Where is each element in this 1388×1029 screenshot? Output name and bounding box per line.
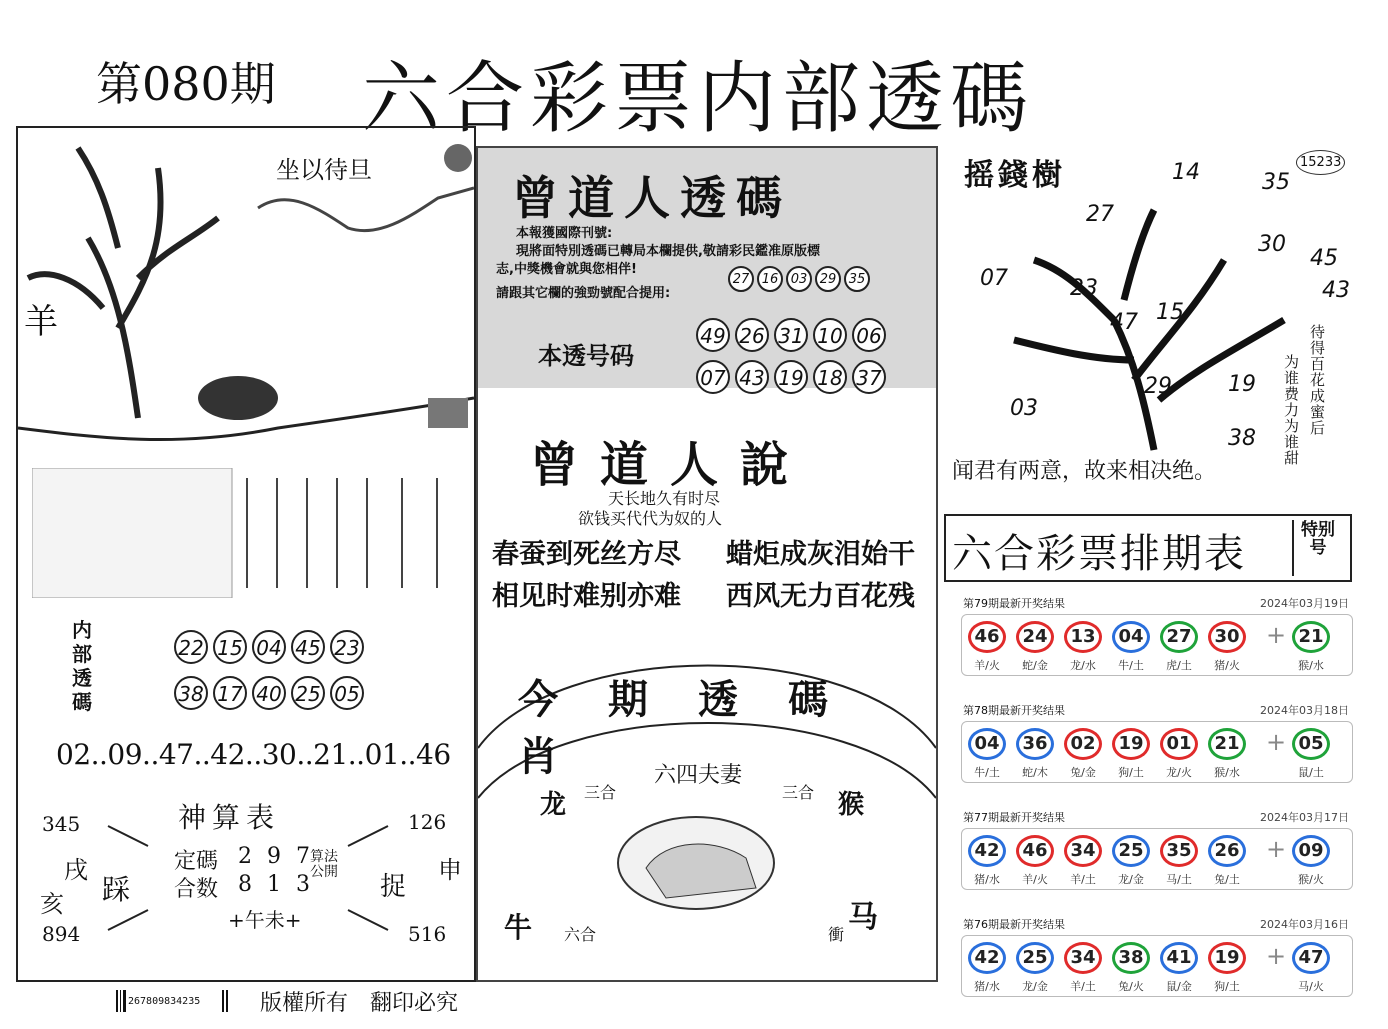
result-ball: 25 [1112, 835, 1150, 867]
result-balls [961, 721, 1353, 783]
number-circle: 31 [774, 318, 808, 352]
side-poem-1: 待得百花成蜜后 [1310, 323, 1326, 437]
result-ball: 27 [1160, 621, 1198, 653]
result-date: 2024年03月17日 [1260, 811, 1349, 824]
landscape-illustration [18, 128, 474, 448]
special-ball: 05 [1292, 728, 1330, 760]
he-shu-value: 8 1 3 [238, 872, 314, 897]
ball-label: 羊/火 [974, 659, 1000, 672]
plus-icon: + [1266, 728, 1287, 756]
shuo-sub-2: 欲钱买代代为奴的人 [578, 509, 723, 528]
zeng-line-3: 志,中獎機會就與您相伴! [496, 262, 637, 277]
result-period: 第77期最新开奖结果 [963, 811, 1065, 824]
tree-caption: 闻君有两意，故来相决绝。 [952, 459, 1217, 484]
tree-number-13: 38 [1228, 426, 1256, 451]
ball-label: 猴/火 [1298, 873, 1324, 886]
result-ball: 46 [1016, 835, 1054, 867]
zodiac-ma: 马 [848, 900, 878, 935]
zeng-line-4: 請跟其它欄的強勁號配合提用: [496, 286, 671, 301]
result-card-header [957, 592, 1355, 612]
result-ball: 13 [1064, 621, 1102, 653]
char-hai: 亥 [40, 890, 64, 918]
number-circle: 03 [786, 266, 812, 292]
special-label: 特别号 [1292, 520, 1342, 576]
result-ball: 36 [1016, 728, 1054, 760]
rights-text-1: 版權所有 [260, 991, 349, 1016]
ball-label: 兔/火 [1118, 980, 1144, 993]
ball-label: 兔/金 [1070, 766, 1096, 779]
inner-label: 内部透碼 [72, 618, 92, 714]
ball-label: 猪/水 [974, 980, 1000, 993]
barcode-number: 267809834235 [128, 996, 201, 1007]
ball-label: 鼠/土 [1298, 766, 1324, 779]
number-circle: 16 [757, 266, 783, 292]
arc-title: 今期透碼肖 [518, 676, 878, 780]
liuhe-label: 六合 [564, 925, 597, 944]
number-circle: 27 [728, 266, 754, 292]
tree-number-11: 19 [1228, 372, 1256, 397]
arrow-lines [78, 818, 418, 938]
arc-note: 六四夫妻 [654, 763, 743, 788]
barcode [116, 990, 228, 1012]
number-circle: 37 [852, 360, 886, 394]
ball-label: 狗/土 [1214, 980, 1240, 993]
number-circle: 18 [813, 360, 847, 394]
tree-panel [944, 140, 1362, 508]
plus-icon: + [1266, 621, 1287, 649]
zeng-title: 曾道人透碼 [512, 171, 792, 225]
corner-number-br: 516 [408, 922, 447, 946]
ben-label: 本透号码 [538, 341, 634, 370]
zeng-line-2: 現將面特別透碼已轉局本欄提供,敬請彩民鑑准原版標 [516, 244, 820, 259]
number-circle: 10 [813, 318, 847, 352]
tree-number-1: 35 [1262, 170, 1290, 195]
result-ball: 24 [1016, 621, 1054, 653]
tree-number-8: 15 [1156, 300, 1184, 325]
rat-illustration [606, 808, 786, 918]
ball-label: 狗/土 [1118, 766, 1144, 779]
ball-label: 猴/水 [1214, 766, 1240, 779]
char-xu: 戌 [64, 856, 88, 884]
chong-label: 衝 [828, 925, 845, 944]
ball-label: 龙/火 [1166, 766, 1192, 779]
zodiac-long: 龙 [540, 790, 567, 820]
poem-title: 坐以待旦 [276, 156, 372, 184]
ben-row-2 [696, 360, 891, 394]
ball-label: 蛇/木 [1022, 766, 1048, 779]
number-circle: 07 [696, 360, 730, 394]
result-ball: 38 [1112, 942, 1150, 974]
result-date: 2024年03月16日 [1260, 918, 1349, 931]
result-ball: 26 [1208, 835, 1246, 867]
result-ball: 02 [1064, 728, 1102, 760]
tree-number-0: 14 [1172, 160, 1200, 185]
tree-badge: 15233 [1296, 150, 1345, 175]
result-period: 第79期最新开奖结果 [963, 597, 1065, 610]
sanhe-right: 三合 [782, 783, 815, 802]
poem-line-left-1: 春蚕到死丝方尽 [492, 539, 681, 570]
ball-label: 龙/金 [1022, 980, 1048, 993]
tree-number-5: 07 [980, 266, 1008, 291]
result-card [957, 699, 1355, 795]
shuo-title: 曾道人說 [530, 437, 811, 493]
side-note: 算法公開 [310, 849, 338, 880]
ball-label: 马/土 [1166, 873, 1192, 886]
result-card-header [957, 913, 1355, 933]
result-ball: 19 [1112, 728, 1150, 760]
number-circle: 05 [330, 676, 364, 710]
number-circle: 15 [213, 630, 247, 664]
poem-line-right-2: 西风无力百花残 [726, 581, 915, 612]
special-ball: 47 [1292, 942, 1330, 974]
ball-label: 鼠/金 [1166, 980, 1192, 993]
corner-number-tl: 345 [42, 812, 81, 836]
tree-number-12: 03 [1010, 396, 1038, 421]
result-card [957, 806, 1355, 902]
tree-number-2: 27 [1086, 202, 1114, 227]
number-strip: 02..09..47..42..30..21..01..46 [56, 738, 451, 771]
sanhe-left: 三合 [584, 783, 617, 802]
char-zhuo: 捉 [380, 872, 407, 902]
ding-ma-value: 2 9 7 [238, 844, 314, 869]
plus-icon: + [1266, 942, 1287, 970]
ball-label: 牛/土 [974, 766, 1000, 779]
zodiac-goat: 羊 [24, 302, 58, 342]
char-shen: 申 [438, 856, 462, 884]
number-circle: 38 [174, 676, 208, 710]
result-card [957, 913, 1355, 1009]
result-ball: 30 [1208, 621, 1246, 653]
result-period: 第76期最新开奖结果 [963, 918, 1065, 931]
ball-label: 马/火 [1298, 980, 1324, 993]
result-ball: 42 [968, 835, 1006, 867]
left-panel [16, 126, 476, 982]
ball-label: 猪/火 [1214, 659, 1240, 672]
page-title: 六合彩票内部透碼 [362, 54, 1035, 144]
ball-label: 羊/火 [1022, 873, 1048, 886]
special-ball: 21 [1292, 621, 1330, 653]
result-balls [961, 935, 1353, 997]
zodiac-hou: 猴 [838, 790, 865, 820]
result-ball: 21 [1208, 728, 1246, 760]
result-ball: 46 [968, 621, 1006, 653]
calligraphy-scroll-illustration [32, 468, 452, 598]
result-period: 第78期最新开奖结果 [963, 704, 1065, 717]
special-ball: 09 [1292, 835, 1330, 867]
corner-number-tr: 126 [408, 810, 447, 834]
result-card-header [957, 699, 1355, 719]
result-card-header [957, 806, 1355, 826]
result-ball: 34 [1064, 835, 1102, 867]
result-ball: 34 [1064, 942, 1102, 974]
ball-label: 龙/金 [1118, 873, 1144, 886]
shuo-sub-1: 天长地久有时尽 [608, 489, 721, 508]
zodiac-niu: 牛 [504, 911, 533, 944]
ben-row-1 [696, 318, 891, 352]
schedule-title-box [944, 514, 1352, 582]
result-ball: 04 [968, 728, 1006, 760]
tree-number-9: 47 [1110, 310, 1138, 335]
tree-number-3: 30 [1258, 232, 1286, 257]
result-date: 2024年03月18日 [1260, 704, 1349, 717]
ball-label: 羊/土 [1070, 873, 1096, 886]
ball-label: 猪/水 [974, 873, 1000, 886]
result-ball: 19 [1208, 942, 1246, 974]
number-circle: 35 [844, 266, 870, 292]
ball-label: 猴/水 [1298, 659, 1324, 672]
side-poem-2: 为谁费力为谁甜 [1284, 353, 1300, 467]
zeng-line-1: 本報獲國際刊號: [516, 226, 613, 241]
tree-number-4: 45 [1310, 246, 1338, 271]
middle-panel [476, 146, 938, 982]
tree-number-7: 43 [1322, 278, 1350, 303]
schedule-title: 六合彩票排期表 [952, 531, 1246, 577]
result-ball: 25 [1016, 942, 1054, 974]
rights-text-2: 翻印必究 [370, 991, 459, 1016]
result-ball: 35 [1160, 835, 1198, 867]
number-circle: 19 [774, 360, 808, 394]
zeng-small-numbers [728, 266, 873, 292]
result-ball: 04 [1112, 621, 1150, 653]
inner-row-1 [174, 630, 369, 664]
number-circle: 25 [291, 676, 325, 710]
number-circle: 40 [252, 676, 286, 710]
ball-label: 羊/土 [1070, 980, 1096, 993]
he-shu-label: 合数 [174, 877, 219, 902]
number-circle: 23 [330, 630, 364, 664]
result-balls [961, 614, 1353, 676]
ball-label: 蛇/金 [1022, 659, 1048, 672]
char-tou: 踩 [102, 873, 131, 906]
plus-icon: + [1266, 835, 1287, 863]
number-circle: 26 [735, 318, 769, 352]
result-balls [961, 828, 1353, 890]
money-tree-illustration [984, 200, 1304, 460]
ding-ma-label: 定碼 [174, 849, 219, 874]
result-ball: 42 [968, 942, 1006, 974]
poem-line-left-2: 相见时难别亦难 [492, 581, 681, 612]
ball-label: 虎/土 [1166, 659, 1192, 672]
ball-label: 龙/水 [1070, 659, 1096, 672]
number-circle: 17 [213, 676, 247, 710]
result-ball: 41 [1160, 942, 1198, 974]
issue-number: 第080期 [96, 57, 276, 111]
number-circle: 45 [291, 630, 325, 664]
number-circle: 04 [252, 630, 286, 664]
number-circle: 06 [852, 318, 886, 352]
calc-title: 神算表 [178, 801, 281, 834]
result-ball: 01 [1160, 728, 1198, 760]
inner-row-2 [174, 676, 369, 710]
number-circle: 29 [815, 266, 841, 292]
result-date: 2024年03月19日 [1260, 597, 1349, 610]
number-circle: 43 [735, 360, 769, 394]
number-circle: 49 [696, 318, 730, 352]
number-circle: 22 [174, 630, 208, 664]
corner-number-bl: 894 [42, 922, 81, 946]
wu-wei: +午未+ [228, 908, 302, 932]
tree-title: 摇錢樹 [964, 158, 1066, 193]
result-card [957, 592, 1355, 688]
ball-label: 兔/土 [1214, 873, 1240, 886]
tree-number-10: 29 [1144, 374, 1172, 399]
ball-label: 牛/土 [1118, 659, 1144, 672]
poem-line-right-1: 蜡炬成灰泪始干 [726, 539, 915, 570]
tree-number-6: 23 [1070, 276, 1098, 301]
